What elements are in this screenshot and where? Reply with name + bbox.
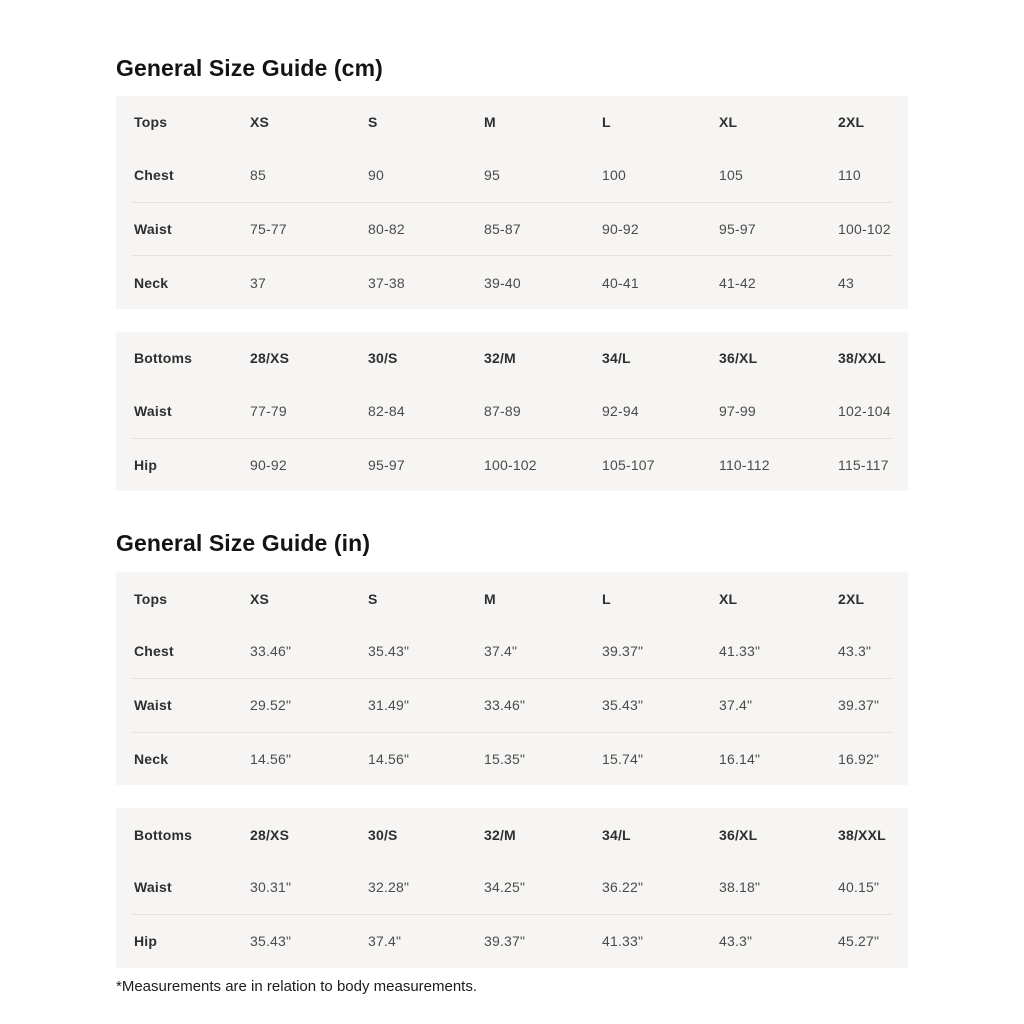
table-header-row (132, 332, 892, 385)
row-label: Hip (134, 933, 158, 950)
tops-table-cm (116, 96, 908, 309)
cell-value: 35.43" (368, 643, 410, 660)
header-cell: 2XL (838, 114, 865, 131)
cell-value: 115-117 (838, 456, 889, 473)
header-cell: 34/L (602, 350, 631, 367)
cell-value: 34.25" (484, 879, 526, 896)
cell-value: 87-89 (484, 403, 521, 420)
tops-table-in (116, 572, 908, 785)
cell-value: 90-92 (250, 456, 287, 473)
cell-value: 36.22" (602, 879, 644, 896)
cell-value: 45.27" (838, 933, 880, 950)
header-cell: 36/XL (719, 826, 758, 843)
row-label: Chest (134, 167, 174, 184)
header-cell: 32/M (484, 350, 516, 367)
row-label: Hip (134, 456, 158, 473)
table-row-neck (132, 732, 892, 786)
cell-value: 37 (250, 274, 266, 291)
bottoms-table-cm (116, 332, 908, 491)
row-label: Waist (134, 403, 172, 420)
cell-value: 14.56" (368, 750, 410, 767)
header-cell: 36/XL (719, 350, 758, 367)
cell-value: 37.4" (719, 697, 753, 714)
header-cell: M (484, 590, 496, 607)
cell-value: 43.3" (719, 933, 753, 950)
row-label: Chest (134, 643, 174, 660)
size-guide-section-in (116, 530, 908, 967)
cell-value: 100-102 (484, 456, 537, 473)
cell-value: 15.74" (602, 750, 644, 767)
cell-value: 15.35" (484, 750, 526, 767)
cell-value: 85 (250, 167, 266, 184)
cell-value: 105-107 (602, 456, 655, 473)
cell-value: 92-94 (602, 403, 639, 420)
cell-value: 41.33" (719, 643, 761, 660)
cell-value: 85-87 (484, 220, 521, 237)
cell-value: 75-77 (250, 220, 287, 237)
table-header-row (132, 96, 892, 149)
cell-value: 43.3" (838, 643, 872, 660)
bottoms-table-in (116, 808, 908, 967)
cell-value: 100 (602, 167, 626, 184)
cell-value: 40-41 (602, 274, 639, 291)
cell-value: 110-112 (719, 456, 770, 473)
header-cell: L (602, 590, 611, 607)
table-row-waist (132, 202, 892, 256)
header-cell: L (602, 114, 611, 131)
section-title-in: General Size Guide (in) (116, 530, 371, 557)
cell-value: 95 (484, 167, 500, 184)
cell-value: 16.14" (719, 750, 761, 767)
footnote: *Measurements are in relation to body measurements. (116, 977, 478, 995)
row-label: Neck (134, 750, 169, 767)
header-cell: 32/M (484, 826, 516, 843)
cell-value: 35.43" (602, 697, 644, 714)
cell-value: 40.15" (838, 879, 880, 896)
header-cell: 34/L (602, 826, 631, 843)
header-cell: Tops (134, 590, 168, 607)
cell-value: 105 (719, 167, 743, 184)
header-cell: S (368, 590, 378, 607)
header-cell: XL (719, 114, 738, 131)
cell-value: 110 (838, 167, 861, 184)
cell-value: 90-92 (602, 220, 639, 237)
header-cell: S (368, 114, 378, 131)
header-cell: 2XL (838, 590, 865, 607)
cell-value: 33.46" (250, 643, 292, 660)
cell-value: 37-38 (368, 274, 405, 291)
cell-value: 39.37" (838, 697, 880, 714)
cell-value: 41.33" (602, 933, 644, 950)
cell-value: 90 (368, 167, 384, 184)
cell-value: 29.52" (250, 697, 292, 714)
header-cell: 38/XXL (838, 826, 886, 843)
table-row-hip (132, 914, 892, 968)
cell-value: 95-97 (368, 456, 405, 473)
cell-value: 31.49" (368, 697, 410, 714)
table-header-row (132, 808, 892, 861)
cell-value: 33.46" (484, 697, 526, 714)
header-cell: 28/XS (250, 350, 290, 367)
cell-value: 102-104 (838, 403, 891, 420)
table-row-waist (132, 678, 892, 732)
cell-value: 43 (838, 274, 854, 291)
table-row-hip (132, 438, 892, 492)
row-label: Waist (134, 879, 172, 896)
table-row-chest (132, 625, 892, 678)
cell-value: 32.28" (368, 879, 410, 896)
cell-value: 39.37" (602, 643, 644, 660)
cell-value: 100-102 (838, 220, 891, 237)
header-cell: Tops (134, 114, 168, 131)
header-cell: XL (719, 590, 738, 607)
cell-value: 37.4" (484, 643, 518, 660)
cell-value: 41-42 (719, 274, 756, 291)
size-guide-section-cm (116, 55, 908, 491)
cell-value: 97-99 (719, 403, 756, 420)
cell-value: 77-79 (250, 403, 287, 420)
header-cell: 30/S (368, 350, 398, 367)
table-row-neck (132, 255, 892, 309)
cell-value: 16.92" (838, 750, 880, 767)
row-label: Neck (134, 274, 169, 291)
header-cell: XS (250, 590, 270, 607)
cell-value: 14.56" (250, 750, 292, 767)
row-label: Waist (134, 220, 172, 237)
header-cell: 30/S (368, 826, 398, 843)
table-row-waist (132, 861, 892, 914)
cell-value: 95-97 (719, 220, 756, 237)
header-cell: 38/XXL (838, 350, 886, 367)
cell-value: 37.4" (368, 933, 402, 950)
header-cell: XS (250, 114, 270, 131)
row-label: Waist (134, 697, 172, 714)
header-cell: M (484, 114, 496, 131)
header-cell: 28/XS (250, 826, 290, 843)
cell-value: 30.31" (250, 879, 292, 896)
cell-value: 38.18" (719, 879, 761, 896)
table-header-row (132, 572, 892, 625)
section-title-cm: General Size Guide (cm) (116, 55, 383, 81)
table-row-chest (132, 149, 892, 202)
cell-value: 35.43" (250, 933, 292, 950)
cell-value: 39.37" (484, 933, 526, 950)
cell-value: 80-82 (368, 220, 405, 237)
header-cell: Bottoms (134, 826, 193, 843)
header-cell: Bottoms (134, 350, 193, 367)
table-row-waist (132, 385, 892, 438)
cell-value: 82-84 (368, 403, 405, 420)
cell-value: 39-40 (484, 274, 521, 291)
